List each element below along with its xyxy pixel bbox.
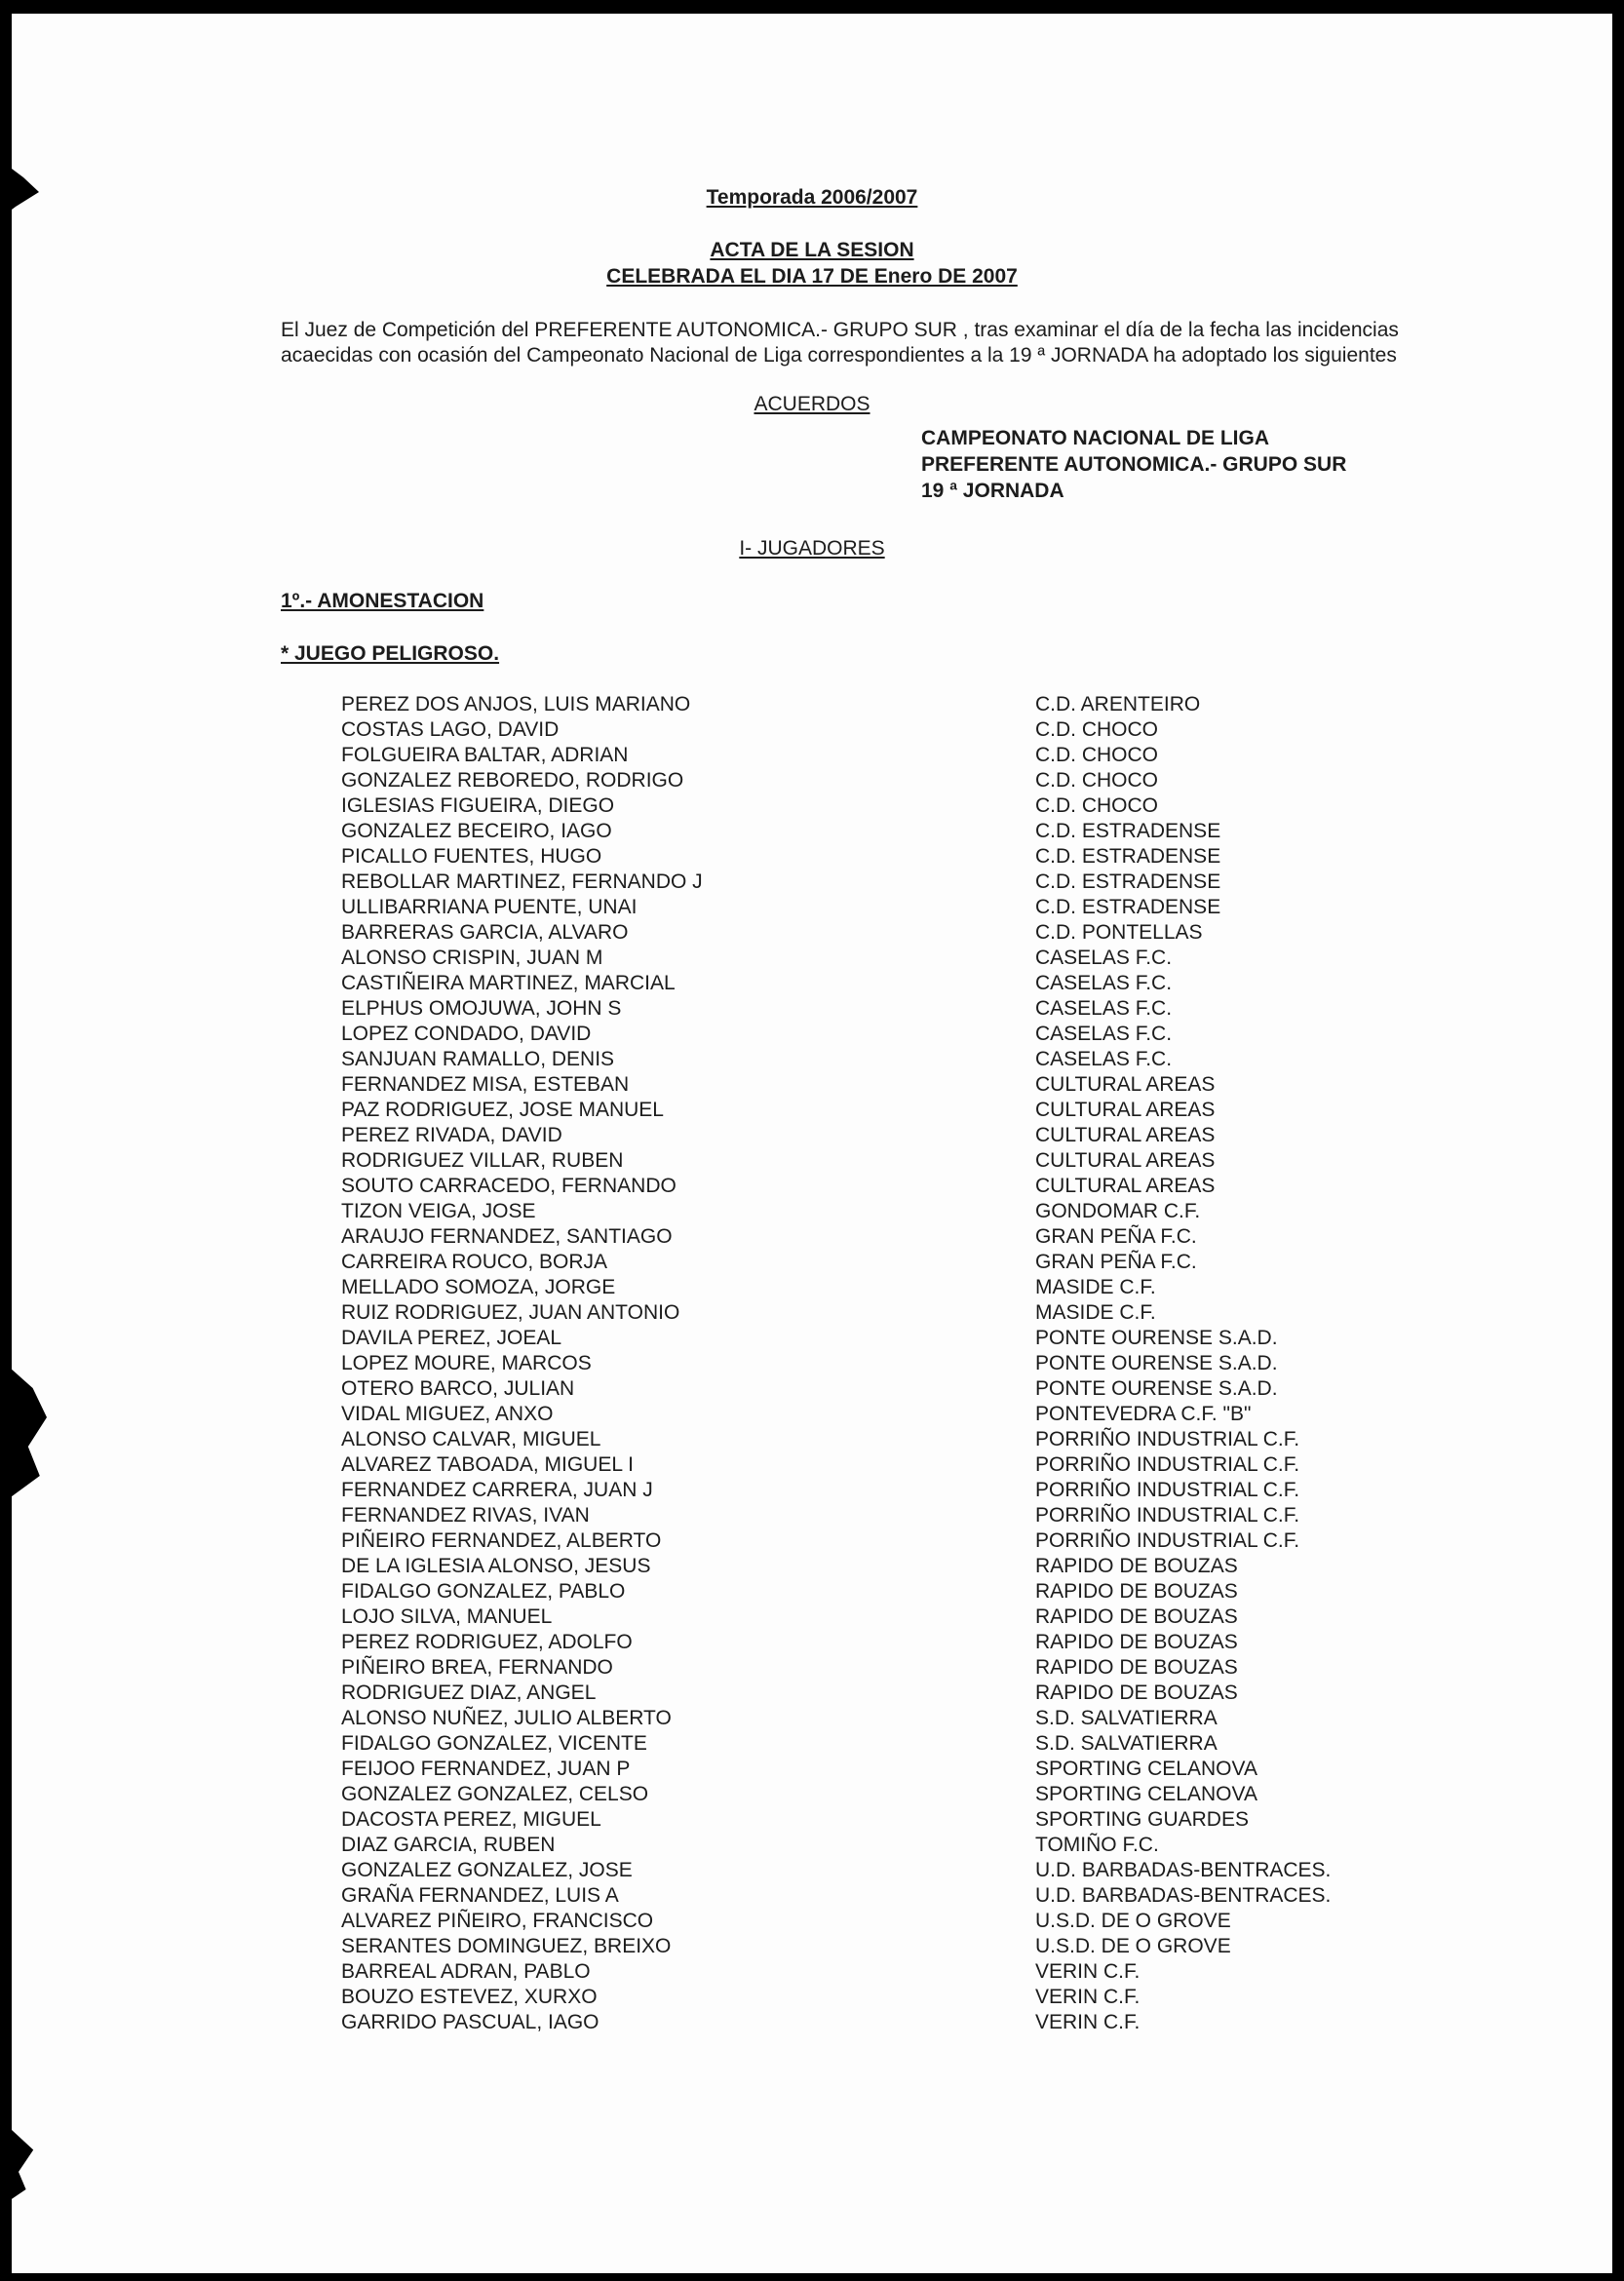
player-row xyxy=(341,1909,1413,1934)
player-club: CULTURAL AREAS xyxy=(1035,1149,1216,1172)
player-name: LOPEZ MOURE, MARCOS xyxy=(341,1352,592,1374)
player-row xyxy=(341,1604,1413,1630)
player-club: GRAN PEÑA F.C. xyxy=(1035,1251,1197,1273)
player-row xyxy=(341,1326,1413,1351)
player-name: OTERO BARCO, JULIAN xyxy=(341,1377,575,1400)
player-row xyxy=(341,1402,1413,1427)
player-row xyxy=(341,1985,1413,2010)
player-row xyxy=(341,1427,1413,1452)
player-name: TIZON VEIGA, JOSE xyxy=(341,1200,536,1222)
player-row xyxy=(341,1351,1413,1376)
player-club: PORRIÑO INDUSTRIAL C.F. xyxy=(1035,1453,1300,1476)
scan-tear-mid xyxy=(12,1359,47,1505)
player-row xyxy=(341,1123,1413,1148)
player-row xyxy=(341,1224,1413,1250)
player-name: FIDALGO GONZALEZ, VICENTE xyxy=(341,1732,647,1755)
player-club: CULTURAL AREAS xyxy=(1035,1073,1216,1096)
player-name: FERNANDEZ RIVAS, IVAN xyxy=(341,1504,590,1527)
player-name: PEREZ DOS ANJOS, LUIS MARIANO xyxy=(341,693,691,715)
player-name: PAZ RODRIGUEZ, JOSE MANUEL xyxy=(341,1099,664,1121)
player-club: RAPIDO DE BOUZAS xyxy=(1035,1631,1238,1653)
player-club: PONTE OURENSE S.A.D. xyxy=(1035,1377,1278,1400)
player-club: U.D. BARBADAS-BENTRACES. xyxy=(1035,1859,1332,1881)
player-name: BARREAL ADRAN, PABLO xyxy=(341,1960,591,1983)
intro-line-2: acaecidas con ocasión del Campeonato Nacional de Liga correspondientes a la 19 ª JORNADA ha adoptado los siguientes xyxy=(281,344,1397,367)
player-row xyxy=(341,844,1413,870)
player-name: FOLGUEIRA BALTAR, ADRIAN xyxy=(341,744,629,766)
player-name: SERANTES DOMINGUEZ, BREIXO xyxy=(341,1935,672,1957)
player-name: FERNANDEZ MISA, ESTEBAN xyxy=(341,1073,630,1096)
player-row xyxy=(341,1047,1413,1072)
player-name: CARREIRA ROUCO, BORJA xyxy=(341,1251,608,1273)
player-row xyxy=(341,1858,1413,1883)
player-club: VERIN C.F. xyxy=(1035,2011,1141,2033)
player-row xyxy=(341,1528,1413,1554)
player-name: PIÑEIRO BREA, FERNANDO xyxy=(341,1656,613,1679)
player-name: CASTIÑEIRA MARTINEZ, MARCIAL xyxy=(341,972,676,994)
player-club: U.D. BARBADAS-BENTRACES. xyxy=(1035,1884,1332,1907)
player-club: CASELAS F.C. xyxy=(1035,1048,1173,1070)
player-club: GRAN PEÑA F.C. xyxy=(1035,1225,1197,1248)
player-name: REBOLLAR MARTINEZ, FERNANDO J xyxy=(341,870,703,893)
player-row xyxy=(341,1452,1413,1478)
acta-date: CELEBRADA EL DIA 17 DE Enero DE 2007 xyxy=(606,265,1018,288)
player-club: C.D. CHOCO xyxy=(1035,769,1158,792)
player-row xyxy=(341,768,1413,793)
player-club: RAPIDO DE BOUZAS xyxy=(1035,1656,1238,1679)
player-club: PONTEVEDRA C.F. "B" xyxy=(1035,1403,1252,1425)
player-club: PONTE OURENSE S.A.D. xyxy=(1035,1327,1278,1349)
player-name: GONZALEZ GONZALEZ, JOSE xyxy=(341,1859,633,1881)
player-row xyxy=(341,1782,1413,1807)
player-name: GARRIDO PASCUAL, IAGO xyxy=(341,2011,599,2033)
acuerdos-heading xyxy=(921,425,1346,504)
player-club: RAPIDO DE BOUZAS xyxy=(1035,1605,1238,1628)
player-row xyxy=(341,743,1413,768)
player-row xyxy=(341,946,1413,971)
season-title: Temporada 2006/2007 xyxy=(706,186,918,209)
player-name: FERNANDEZ CARRERA, JUAN J xyxy=(341,1479,653,1501)
player-club: C.D. ARENTEIRO xyxy=(1035,693,1201,715)
player-row xyxy=(341,1376,1413,1402)
player-club: VERIN C.F. xyxy=(1035,1986,1141,2008)
player-row xyxy=(341,870,1413,895)
player-row xyxy=(341,2010,1413,2035)
acuerdos-title: ACUERDOS xyxy=(754,393,870,415)
player-club: PONTE OURENSE S.A.D. xyxy=(1035,1352,1278,1374)
player-club: SPORTING CELANOVA xyxy=(1035,1758,1257,1780)
player-row xyxy=(341,971,1413,996)
subsection-title: 1º.- AMONESTACION xyxy=(281,590,484,612)
player-club: CULTURAL AREAS xyxy=(1035,1124,1216,1146)
player-name: RUIZ RODRIGUEZ, JUAN ANTONIO xyxy=(341,1301,680,1324)
player-name: ELPHUS OMOJUWA, JOHN S xyxy=(341,997,622,1020)
player-row xyxy=(341,996,1413,1022)
player-name: MELLADO SOMOZA, JORGE xyxy=(341,1276,616,1298)
player-club: CULTURAL AREAS xyxy=(1035,1175,1216,1197)
player-name: PEREZ RODRIGUEZ, ADOLFO xyxy=(341,1631,633,1653)
player-name: PEREZ RIVADA, DAVID xyxy=(341,1124,562,1146)
intro-line-1: El Juez de Competición del PREFERENTE AUTONOMICA.- GRUPO SUR , tras examinar el día de la fecha las incidencias xyxy=(281,319,1399,341)
player-row xyxy=(341,1148,1413,1174)
player-name: BARRERAS GARCIA, ALVARO xyxy=(341,921,629,944)
player-name: COSTAS LAGO, DAVID xyxy=(341,718,560,741)
player-name: GONZALEZ REBOREDO, RODRIGO xyxy=(341,769,684,792)
player-row xyxy=(341,1731,1413,1757)
player-club: C.D. ESTRADENSE xyxy=(1035,845,1221,868)
player-club: C.D. ESTRADENSE xyxy=(1035,820,1221,842)
player-name: SOUTO CARRACEDO, FERNANDO xyxy=(341,1175,677,1197)
player-club: SPORTING CELANOVA xyxy=(1035,1783,1257,1805)
player-club: C.D. CHOCO xyxy=(1035,718,1158,741)
player-club: C.D. CHOCO xyxy=(1035,794,1158,817)
player-list xyxy=(341,692,1413,2035)
player-club: S.D. SALVATIERRA xyxy=(1035,1707,1218,1729)
player-club: C.D. PONTELLAS xyxy=(1035,921,1203,944)
player-club: PORRIÑO INDUSTRIAL C.F. xyxy=(1035,1529,1300,1552)
player-name: SANJUAN RAMALLO, DENIS xyxy=(341,1048,615,1070)
player-name: ALONSO CRISPIN, JUAN M xyxy=(341,947,603,969)
player-club: RAPIDO DE BOUZAS xyxy=(1035,1555,1238,1577)
player-name: ALVAREZ TABOADA, MIGUEL I xyxy=(341,1453,634,1476)
player-club: CULTURAL AREAS xyxy=(1035,1099,1216,1121)
section-title: I- JUGADORES xyxy=(739,537,885,560)
player-name: GONZALEZ GONZALEZ, CELSO xyxy=(341,1783,649,1805)
player-row xyxy=(341,895,1413,920)
player-row xyxy=(341,1478,1413,1503)
player-name: LOPEZ CONDADO, DAVID xyxy=(341,1023,592,1045)
player-club: S.D. SALVATIERRA xyxy=(1035,1732,1218,1755)
player-name: PIÑEIRO FERNANDEZ, ALBERTO xyxy=(341,1529,662,1552)
player-name: ALONSO CALVAR, MIGUEL xyxy=(341,1428,601,1450)
player-name: FEIJOO FERNANDEZ, JUAN P xyxy=(341,1758,631,1780)
player-row xyxy=(341,1503,1413,1528)
player-row xyxy=(341,1655,1413,1681)
player-name: ALVAREZ PIÑEIRO, FRANCISCO xyxy=(341,1910,654,1932)
player-row xyxy=(341,1174,1413,1199)
player-club: PORRIÑO INDUSTRIAL C.F. xyxy=(1035,1504,1300,1527)
player-club: PORRIÑO INDUSTRIAL C.F. xyxy=(1035,1479,1300,1501)
player-row xyxy=(341,717,1413,743)
category-title: * JUEGO PELIGROSO. xyxy=(281,642,500,665)
player-name: DE LA IGLESIA ALONSO, JESUS xyxy=(341,1555,651,1577)
player-club: GONDOMAR C.F. xyxy=(1035,1200,1201,1222)
player-club: PORRIÑO INDUSTRIAL C.F. xyxy=(1035,1428,1300,1450)
player-name: DIAZ GARCIA, RUBEN xyxy=(341,1834,556,1856)
player-club: SPORTING GUARDES xyxy=(1035,1808,1249,1831)
player-name: FIDALGO GONZALEZ, PABLO xyxy=(341,1580,626,1603)
player-club: C.D. ESTRADENSE xyxy=(1035,896,1221,918)
player-name: VIDAL MIGUEZ, ANXO xyxy=(341,1403,554,1425)
player-club: U.S.D. DE O GROVE xyxy=(1035,1935,1231,1957)
player-name: DACOSTA PEREZ, MIGUEL xyxy=(341,1808,601,1831)
player-row xyxy=(341,1630,1413,1655)
player-name: ALONSO NUÑEZ, JULIO ALBERTO xyxy=(341,1707,672,1729)
player-name: ARAUJO FERNANDEZ, SANTIAGO xyxy=(341,1225,673,1248)
player-name: RODRIGUEZ VILLAR, RUBEN xyxy=(341,1149,624,1172)
player-row xyxy=(341,1072,1413,1098)
player-row xyxy=(341,1934,1413,1959)
player-name: PICALLO FUENTES, HUGO xyxy=(341,845,602,868)
player-row xyxy=(341,1681,1413,1706)
player-row xyxy=(341,1022,1413,1047)
player-row xyxy=(341,1275,1413,1300)
intro-paragraph xyxy=(281,318,1489,368)
player-row xyxy=(341,1807,1413,1833)
player-name: IGLESIAS FIGUEIRA, DIEGO xyxy=(341,794,615,817)
player-name: RODRIGUEZ DIAZ, ANGEL xyxy=(341,1682,597,1704)
player-club: U.S.D. DE O GROVE xyxy=(1035,1910,1231,1932)
player-row xyxy=(341,1757,1413,1782)
player-club: MASIDE C.F. xyxy=(1035,1276,1156,1298)
player-row xyxy=(341,1250,1413,1275)
acuerdos-group: PREFERENTE AUTONOMICA.- GRUPO SUR xyxy=(921,453,1347,476)
player-row xyxy=(341,1883,1413,1909)
player-club: CASELAS F.C. xyxy=(1035,997,1173,1020)
player-club: C.D. CHOCO xyxy=(1035,744,1158,766)
acuerdos-competition: CAMPEONATO NACIONAL DE LIGA xyxy=(921,427,1270,449)
player-club: TOMIÑO F.C. xyxy=(1035,1834,1159,1856)
player-row xyxy=(341,692,1413,717)
player-row xyxy=(341,1706,1413,1731)
player-club: CASELAS F.C. xyxy=(1035,972,1173,994)
player-club: MASIDE C.F. xyxy=(1035,1301,1156,1324)
scan-tear-bottom xyxy=(12,2119,37,2207)
player-name: DAVILA PEREZ, JOEAL xyxy=(341,1327,562,1349)
player-row xyxy=(341,1300,1413,1326)
acuerdos-round: 19 ª JORNADA xyxy=(921,480,1064,502)
player-row xyxy=(341,793,1413,819)
player-name: BOUZO ESTEVEZ, XURXO xyxy=(341,1986,598,2008)
player-name: ULLIBARRIANA PUENTE, UNAI xyxy=(341,896,638,918)
player-row xyxy=(341,1554,1413,1579)
player-row xyxy=(341,1199,1413,1224)
player-name: GRAÑA FERNANDEZ, LUIS A xyxy=(341,1884,619,1907)
player-row xyxy=(341,1959,1413,1985)
acta-title: ACTA DE LA SESION xyxy=(710,239,914,261)
player-row xyxy=(341,920,1413,946)
player-club: CASELAS F.C. xyxy=(1035,1023,1173,1045)
player-row xyxy=(341,1833,1413,1858)
player-row xyxy=(341,1579,1413,1604)
player-club: VERIN C.F. xyxy=(1035,1960,1141,1983)
player-name: GONZALEZ BECEIRO, IAGO xyxy=(341,820,612,842)
player-name: LOJO SILVA, MANUEL xyxy=(341,1605,553,1628)
player-club: C.D. ESTRADENSE xyxy=(1035,870,1221,893)
player-club: RAPIDO DE BOUZAS xyxy=(1035,1682,1238,1704)
player-club: CASELAS F.C. xyxy=(1035,947,1173,969)
player-club: RAPIDO DE BOUZAS xyxy=(1035,1580,1238,1603)
player-row xyxy=(341,1098,1413,1123)
player-row xyxy=(341,819,1413,844)
